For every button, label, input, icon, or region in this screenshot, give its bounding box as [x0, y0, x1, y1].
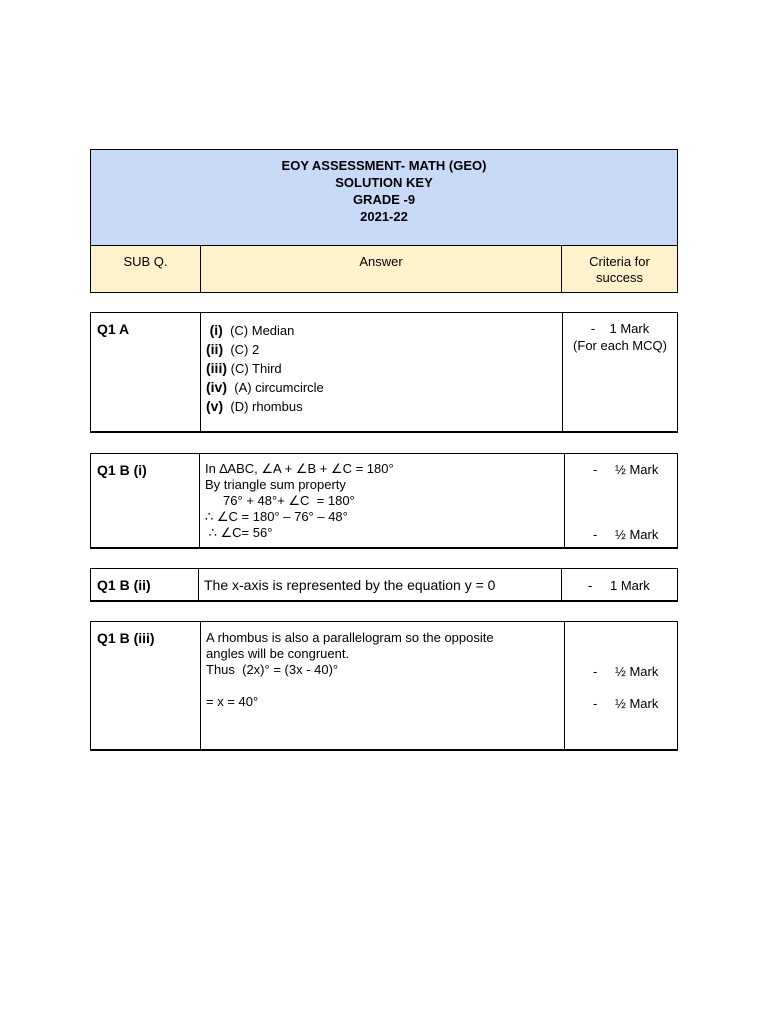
col-header-criteria [562, 246, 677, 292]
mark-dash: - [593, 527, 598, 542]
criteria-cell [565, 622, 677, 749]
header-title-block [91, 150, 677, 246]
column-headers [91, 246, 677, 292]
mcq-number: (iii) [206, 360, 227, 376]
mark-dash: - [588, 578, 593, 593]
criteria-header-line-1: Criteria for [589, 254, 650, 269]
mcq-answer [206, 321, 562, 340]
answer-cell [201, 622, 565, 749]
mcq-text: (D) rhombus [230, 399, 303, 414]
mcq-number: (ii) [206, 341, 224, 357]
mcq-answer [206, 378, 562, 397]
year-title: 2021-22 [360, 209, 408, 224]
answer-line: A rhombus is also a parallelogram so the opposite [206, 630, 494, 645]
row-q1a [90, 312, 678, 433]
criteria-cell [562, 569, 677, 600]
mcq-answer [206, 359, 562, 378]
criteria-cell [563, 313, 677, 431]
answer-line: ∴ ∠C = 180° – 76° – 48° [205, 509, 348, 524]
row-q1b-iii [90, 621, 678, 751]
mcq-number: (iv) [206, 379, 227, 395]
mark-dash: - [593, 462, 598, 477]
mark-text: ½ Mark [615, 664, 659, 679]
mark-item [588, 577, 650, 594]
mcq-text: (A) circumcircle [234, 380, 324, 395]
mark-item [593, 526, 658, 543]
col-header-sub-q: SUB Q. [91, 246, 201, 292]
row-q1b-ii [90, 568, 678, 602]
mcq-text: (C) Median [230, 323, 295, 338]
answer-line: 76° + 48°+ ∠C = 180° [205, 493, 355, 508]
answer-cell: The x-axis is represented by the equation y = 0 [199, 569, 562, 600]
answer-cell [200, 454, 565, 547]
sub-q-label: Q1 B (ii) [91, 569, 199, 600]
mcq-number: (i) [209, 322, 223, 338]
col-header-answer: Answer [201, 246, 562, 292]
mcq-answer [206, 340, 562, 359]
grade-title: GRADE -9 [352, 192, 416, 207]
mcq-answer [206, 397, 562, 416]
answer-line: By triangle sum property [205, 477, 346, 492]
criteria-header-line-2: success [596, 270, 643, 285]
answer-cell [201, 313, 563, 431]
answer-line: Thus (2x)° = (3x - 40)° [206, 662, 339, 677]
answer-line [206, 678, 564, 694]
mark-dash: - [593, 664, 598, 679]
mark-text: 1 Mark [610, 578, 650, 593]
sub-q-label: Q1 A [91, 313, 201, 431]
row-q1b-i [90, 453, 678, 549]
mark-item [593, 695, 658, 712]
mark-text: ½ Mark [615, 696, 659, 711]
mark-note: (For each MCQ) [573, 338, 667, 353]
mark-text: ½ Mark [615, 527, 659, 542]
mark-text: - 1 Mark [590, 321, 650, 336]
sub-q-label: Q1 B (i) [91, 454, 200, 547]
mark-item [593, 663, 658, 680]
mark-dash: - [593, 696, 598, 711]
sub-q-label: Q1 B (iii) [91, 622, 201, 749]
mcq-text: (C) 2 [230, 342, 260, 357]
mark-text: ½ Mark [615, 462, 659, 477]
header-table [90, 149, 678, 293]
mcq-number: (v) [206, 398, 224, 414]
assessment-title: EOY ASSESSMENT- MATH (GEO) [281, 158, 487, 173]
answer-line: ∴ ∠C= 56° [205, 525, 273, 540]
mcq-text: (C) Third [230, 361, 282, 376]
answer-line: angles will be congruent. [206, 646, 350, 661]
answer-line: = x = 40° [206, 694, 259, 709]
solution-key-title: SOLUTION KEY [335, 175, 433, 190]
answer-line: In ∆ABC, ∠A + ∠B + ∠C = 180° [205, 461, 394, 476]
mark-item [593, 461, 658, 478]
criteria-cell [565, 454, 677, 547]
